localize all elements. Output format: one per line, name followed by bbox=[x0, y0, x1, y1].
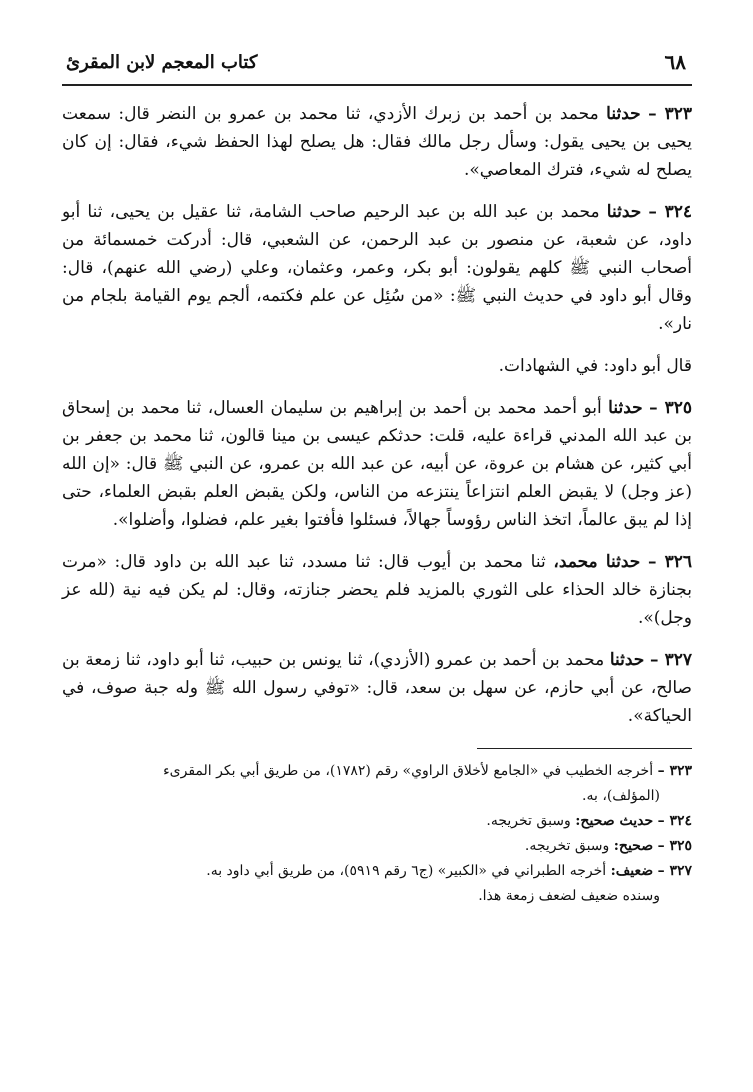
footnotes bbox=[62, 759, 692, 909]
entry-text: محمد بن أحمد بن زبرك الأزدي، ثنا محمد بن عمرو بن النضر قال: سمعت يحيى بن يحيى يقول: وسأل رجل مالك فقال: هل يصلح لهذا الحفظ شيء، فقال: إن كان يصلح له شيء، فترك المعاصي». bbox=[62, 104, 692, 180]
hadith-entry-327 bbox=[62, 646, 692, 730]
page-number: ٦٨ bbox=[664, 50, 686, 74]
footnote-327 bbox=[62, 859, 692, 909]
entry-number: ٣٢٣ – bbox=[648, 104, 693, 124]
abu-dawud-note: قال أبو داود: في الشهادات. bbox=[498, 356, 692, 376]
footnote-number: ٣٢٥ – bbox=[657, 838, 692, 854]
footnote-grade: صحيح: bbox=[613, 838, 654, 854]
footnote-text: أخرجه الخطيب في «الجامع لأخلاق الراوي» رقم (١٧٨٢)، من طريق أبي بكر المقرىء bbox=[163, 763, 654, 779]
entry-lead: حدثنا bbox=[609, 650, 645, 670]
footnote-grade: حديث صحيح: bbox=[575, 813, 654, 829]
entry-text: أبو أحمد محمد بن أحمد بن إبراهيم بن سليمان العسال، ثنا محمد بن إسحاق بن عبد الله المدني قراءة عليه، قلت: حدثكم عيسى بن مينا قالون، ثنا محمد بن جعفر بن أبي كثير، عن هشام بن عروة، عن أبيه، عن عبد الله بن عمرو، عن النبي ﷺ قال: «إن الله (عز وجل) لا يقبض العلم انتزاعاً ينتزعه من الناس، ولكن يقبض العلم بقبض العلماء، حتى إذا لم يبق عالماً، اتخذ الناس رؤوساً جهالاً، فسئلوا فأفتوا بغير علم، فضلوا، وأضلوا». bbox=[62, 398, 692, 530]
hadith-entry-323 bbox=[62, 100, 692, 184]
entry-text: محمد بن عبد الله بن عبد الرحيم صاحب الشامة، ثنا عقيل بن يحيى، ثنا أبو داود، عن شعبة، عن منصور بن عبد الرحمن، عن الشعبي، قال: أدركت خمسمائة من أصحاب النبي ﷺ كلهم يقولون: أبو بكر، وعمر، وعثمان، وعلي (رضي الله عنهم)، قال: وقال أبو داود في حديث النبي ﷺ: «من سُئِل عن علم فكتمه، ألجم يوم القيامة بلجام من نار». bbox=[62, 202, 692, 334]
entry-number: ٣٢٧ – bbox=[649, 650, 693, 670]
footnote-323 bbox=[62, 759, 692, 809]
footnote-text: أخرجه الطبراني في «الكبير» (ج٦ رقم ٥٩١٩)، من طريق أبي داود به. bbox=[206, 863, 607, 879]
footnote-324 bbox=[62, 809, 692, 834]
footnote-number: ٣٢٤ – bbox=[657, 813, 692, 829]
entry-lead: حدثنا bbox=[606, 202, 642, 222]
page-header bbox=[62, 44, 692, 86]
footnote-text: وسبق تخريجه. bbox=[486, 813, 571, 829]
hadith-entry-324 bbox=[62, 198, 692, 338]
footnote-continuation: وسنده ضعيف لضعف زمعة هذا. bbox=[478, 888, 660, 904]
entry-lead: حدثنا bbox=[606, 104, 641, 124]
footnote-325 bbox=[62, 834, 692, 859]
entry-number: ٣٢٤ – bbox=[648, 202, 692, 222]
hadith-entry-325 bbox=[62, 394, 692, 534]
footnote-number: ٣٢٣ – bbox=[657, 763, 692, 779]
book-title: كتاب المعجم لابن المقرئ bbox=[66, 52, 258, 73]
footnote-number: ٣٢٧ – bbox=[657, 863, 692, 879]
entry-lead: حدثنا bbox=[608, 398, 643, 418]
footnote-text: وسبق تخريجه. bbox=[524, 838, 610, 854]
hadith-entry-326 bbox=[62, 548, 692, 632]
entry-number: ٣٢٥ – bbox=[649, 398, 693, 418]
book-page bbox=[62, 44, 692, 1054]
entry-number: ٣٢٦ – bbox=[647, 552, 692, 572]
entry-text: محمد بن أحمد بن عمرو (الأزدي)، ثنا يونس بن حبيب، ثنا أبو داود، ثنا زمعة بن صالح، عن أبي حازم، عن سهل بن سعد، قال: «توفي رسول الله ﷺ وله جبة صوف، في الحياكة». bbox=[62, 650, 692, 726]
hadith-entries bbox=[62, 100, 692, 730]
footnote-continuation: (المؤلف)، به. bbox=[582, 788, 660, 804]
entry-text: ثنا محمد بن أيوب قال: ثنا مسدد، ثنا عبد الله بن داود قال: «مرت بجنازة خالد الحذاء على الثوري بالمزيد فلم يحضر جنازته، وقال: لم يكن فيه نية (لله عز وجل)». bbox=[62, 552, 692, 628]
footnote-grade: ضعيف: bbox=[610, 863, 654, 879]
entry-lead: حدثنا محمد، bbox=[553, 552, 641, 572]
footnote-divider bbox=[477, 748, 692, 749]
